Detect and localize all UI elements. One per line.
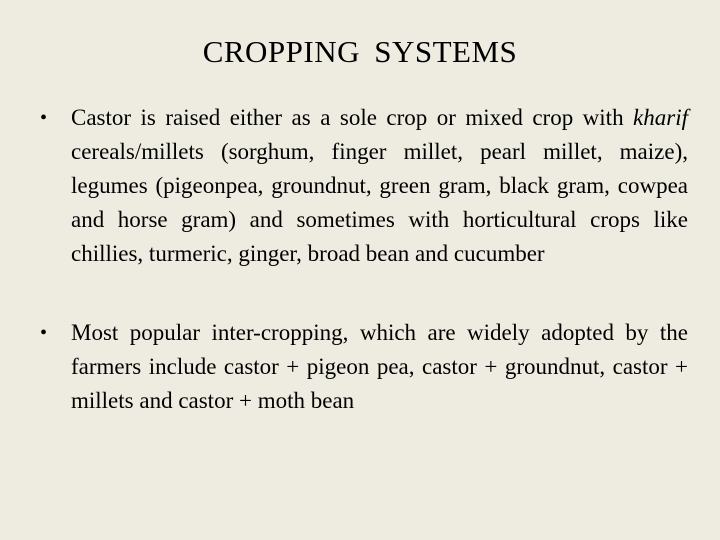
- bullet-item-intercropping: [37, 316, 688, 418]
- bullet-item-castor-crops: [37, 101, 688, 271]
- bullet-text: Most popular inter-cropping, which are widely adopted by the farmers include castor + pigeon pea, castor + groundnut, castor + millets and castor + moth bean: [71, 320, 688, 413]
- slide-title: CROPPING SYSTEMS: [202, 34, 518, 69]
- bullet-text-end: cereals/millets (sorghum, finger millet, pearl millet, maize), legumes (pigeonpea, groundnut, green gram, black gram, cowpea and horse gram) and sometimes with horticultural crops like chillies, turmeric, ginger, broad bean and cucumber: [71, 139, 688, 266]
- bullet-text-emphasis: kharif: [633, 105, 688, 130]
- bullet-text-start: Castor is raised either as a sole crop or mixed crop with: [71, 105, 634, 130]
- bullet-list: [37, 101, 688, 418]
- bullet-marker: •: [40, 107, 48, 129]
- bullet-marker: •: [40, 322, 48, 344]
